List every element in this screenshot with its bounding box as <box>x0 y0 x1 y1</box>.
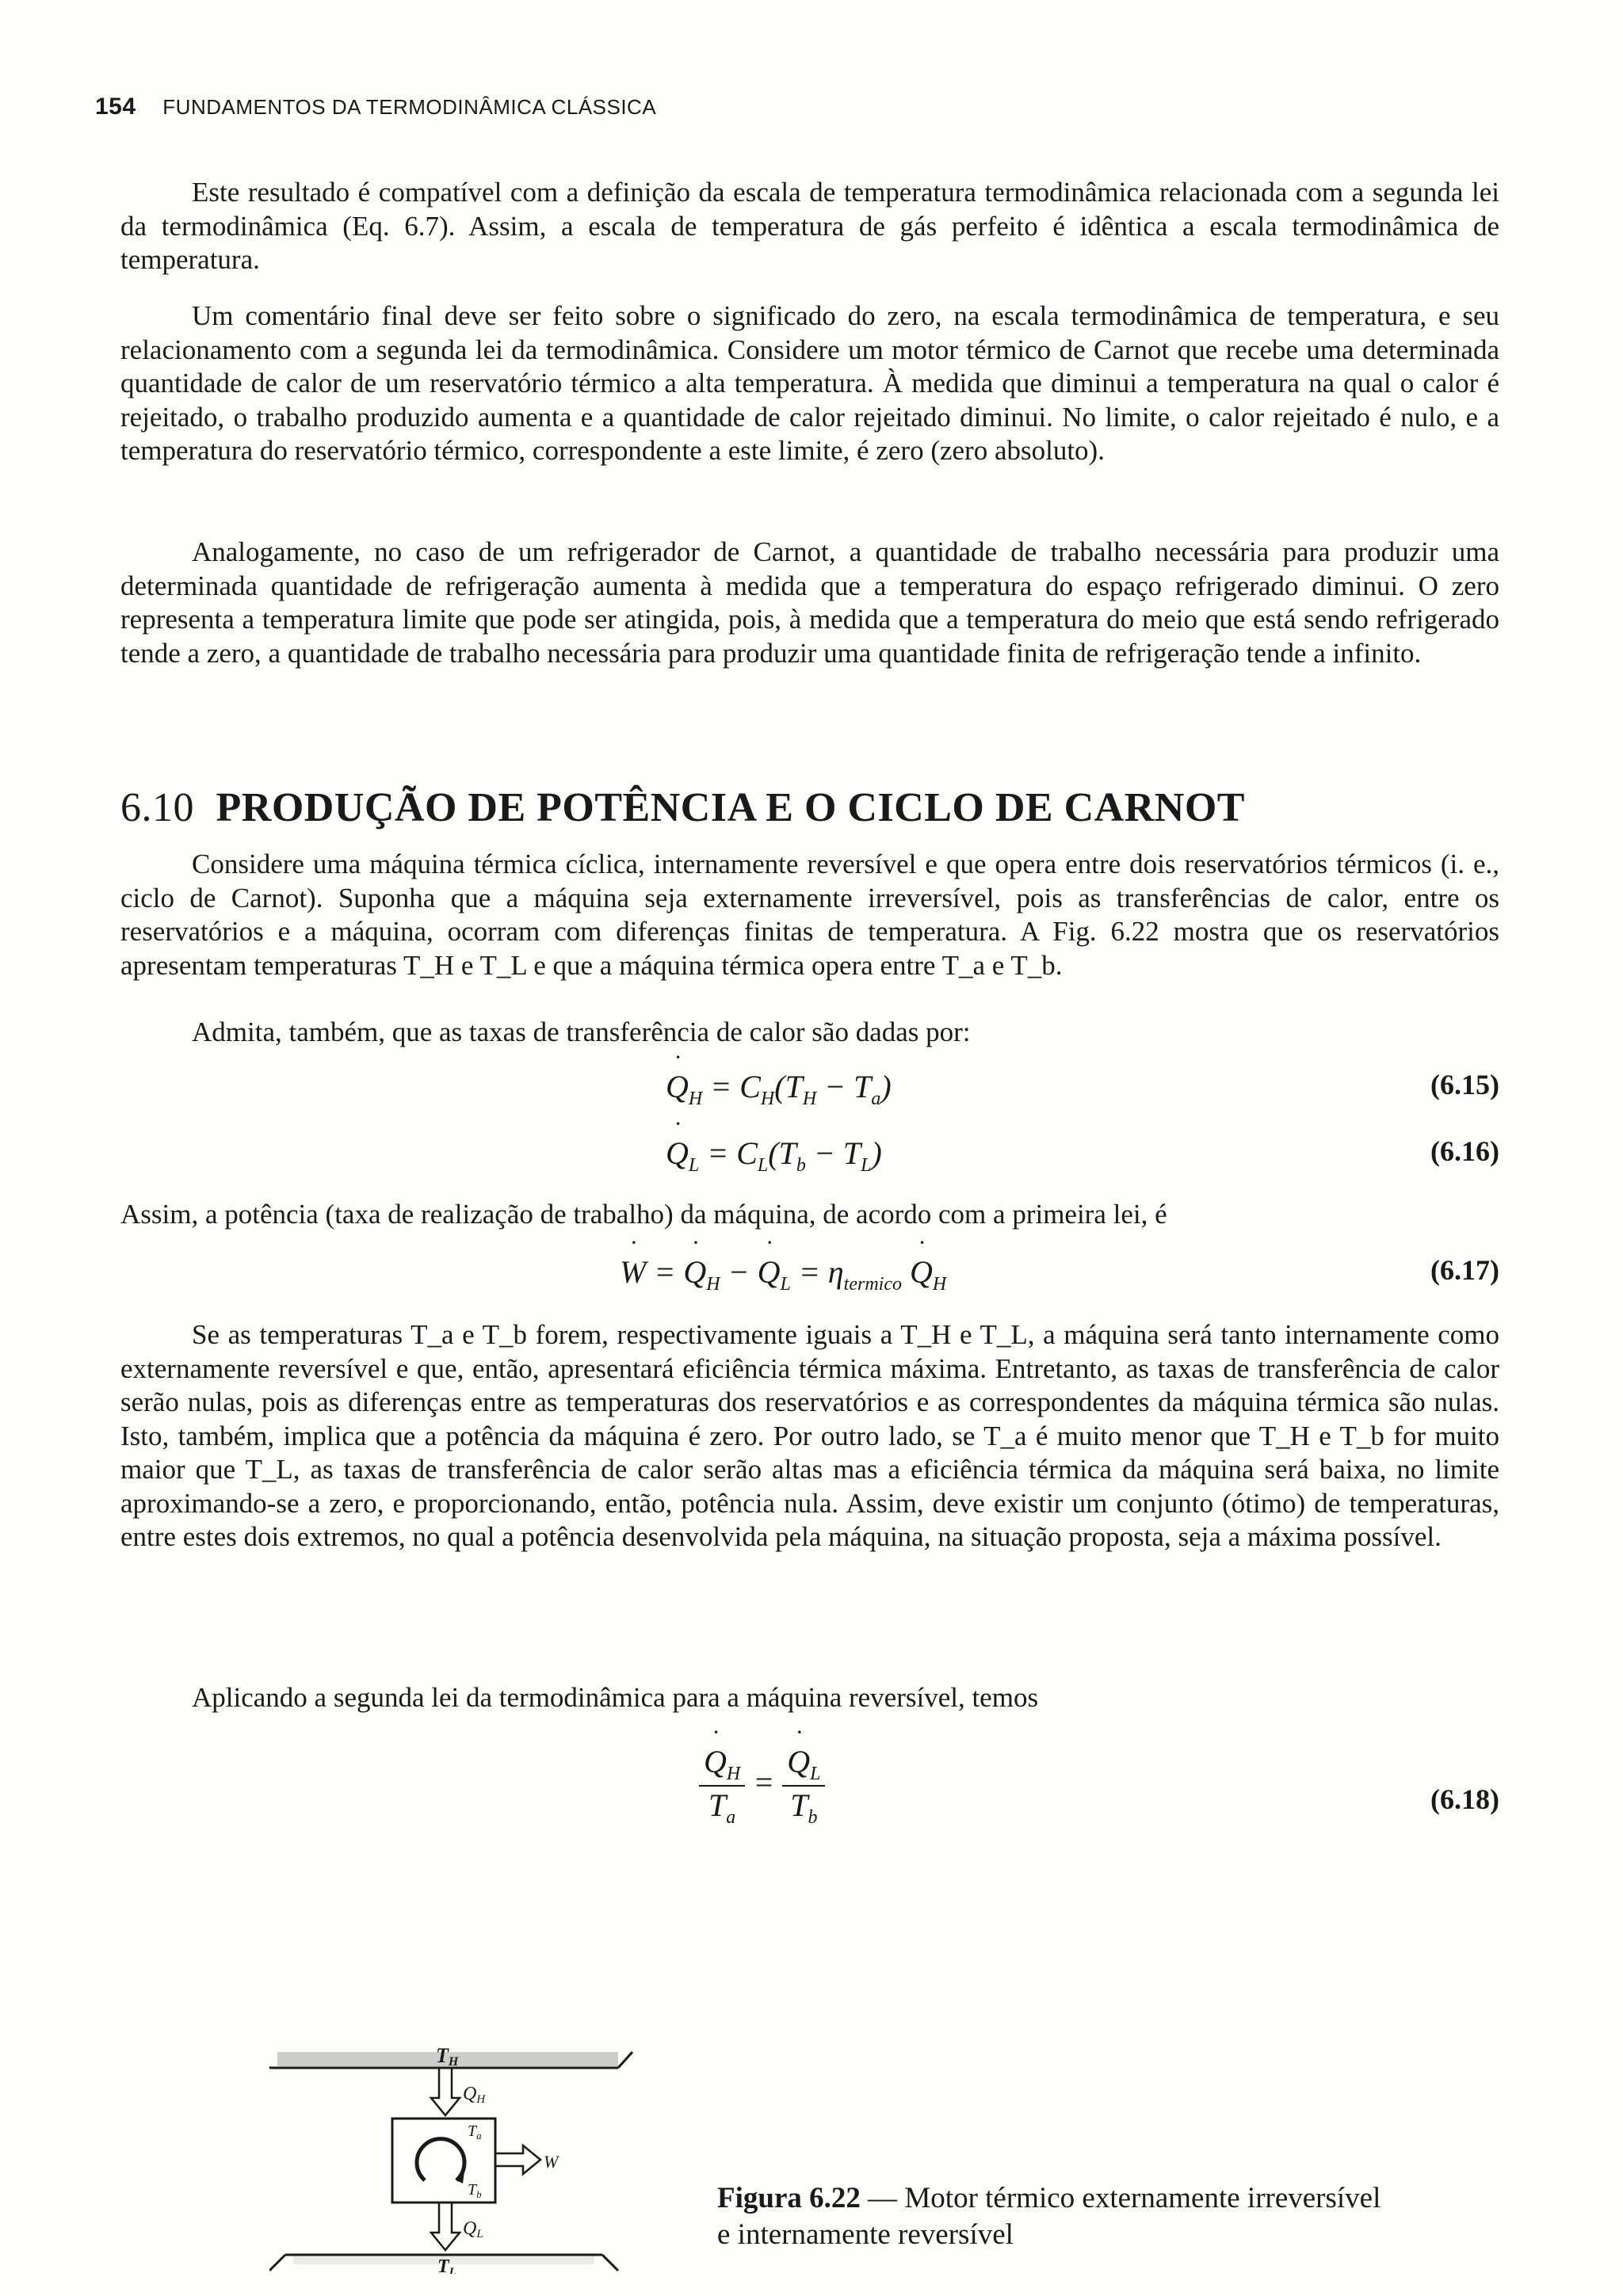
label-TL: TL <box>437 2256 456 2274</box>
running-title: FUNDAMENTOS DA TERMODINÂMICA CLÁSSICA <box>162 95 657 119</box>
paragraph-4: Considere uma máquina térmica cíclica, internamente reversível e que opera entre dois reservatórios térmicos (i. e., ciclo de Carnot). Suponha que a máquina seja externamente irreversível, pois as transferências de calor, entre os reservatórios e a máquina, ocorram com diferenças finitas de temperatura. A Fig. 6.22 mostra que os reservatórios apresentam temperaturas T_H e T_L e que a máquina térmica opera entre T_a e T_b. <box>120 849 1499 981</box>
paragraph-2-block <box>120 299 1499 468</box>
equation-6-18-body: ˙ $\frac{Q_H}{T_a}$ = ˙ $\frac{Q_L}{T_b}$ <box>699 1743 825 1829</box>
paragraph-8: Aplicando a segunda lei da termodinâmica para a máquina reversível, temos <box>192 1682 1039 1713</box>
figure-6-22-diagram <box>269 2036 713 2274</box>
label-QH: QH <box>463 2084 486 2106</box>
eta-subscript: termico <box>843 1274 902 1295</box>
engine-box <box>392 2119 495 2203</box>
paragraph-1: Este resultado é compatível com a definição da escala de temperatura termodinâmica relacionada com a segunda lei da termodinâmica (Eq. 6.7). Assim, a escala de temperatura de gás perfeito é idêntica a escala termodinâmica de temperatura. <box>120 177 1499 275</box>
equation-6-16 <box>120 1135 1499 1182</box>
equation-6-15 <box>120 1068 1499 1116</box>
paragraph-2: Um comentário final deve ser feito sobre o significado do zero, na escala termodinâmica de temperatura, e seu relacionamento com a segunda lei da termodinâmica. Considere um motor térmico de Carnot que recebe uma determinada quantidade de calor de um reservatório térmico a alta temperatura. À medida que diminui a temperatura na qual o calor é rejeitado, o trabalho produzido aumenta e a quantidade de calor rejeitado diminui. No limite, o calor rejeitado é nulo, e a temperatura do reservatório térmico, correspondente a este limite, é zero (zero absoluto). <box>120 300 1499 466</box>
paragraph-5: Admita, também, que as taxas de transferência de calor são dadas por: <box>192 1016 971 1047</box>
paragraph-6: Assim, a potência (taxa de realização de trabalho) da máquina, de acordo com a primeira lei, é <box>120 1199 1167 1230</box>
section-heading <box>120 784 1245 831</box>
hot-reservoir <box>269 2044 632 2069</box>
section-number: 6.10 <box>120 785 194 830</box>
equation-6-16-label: (6.16) <box>1430 1135 1499 1167</box>
section-title: PRODUÇÃO DE POTÊNCIA E O CICLO DE CARNOT <box>216 785 1245 830</box>
work-arrow <box>495 2145 559 2174</box>
heat-in-arrow <box>431 2068 486 2115</box>
running-head <box>95 93 656 120</box>
equation-6-17-body: ˙ W = ˙ $Q_H$ − ˙ $Q_L = \eta_{termico}$ ˙ $Q_H$ <box>620 1253 946 1295</box>
equation-6-18-label: (6.18) <box>1430 1783 1499 1815</box>
paragraph-6-block <box>120 1198 1499 1232</box>
label-Ta: $T_a$ <box>468 2122 482 2142</box>
figure-caption-text: — Motor térmico externamente irreversível e internamente reversível <box>717 2182 1381 2251</box>
equation-6-15-body: ˙ $Q_H = C_H(T_H - T_a)$ <box>666 1068 892 1110</box>
label-TH: TH <box>436 2044 459 2069</box>
equation-6-15-label: (6.15) <box>1430 1069 1499 1100</box>
label-W: W <box>544 2152 559 2172</box>
equation-6-17 <box>120 1253 1499 1301</box>
page-number: 154 <box>95 93 136 120</box>
figure-label: Figura 6.22 <box>717 2182 861 2214</box>
paragraph-5-block <box>120 1016 1499 1050</box>
label-Tb: $T_b$ <box>468 2181 482 2200</box>
figure-caption <box>717 2180 1399 2253</box>
paragraph-3-block <box>120 536 1499 670</box>
label-QL: QL <box>463 2218 483 2241</box>
equation-6-18 <box>120 1743 1499 1838</box>
paragraph-7: Se as temperaturas T_a e T_b forem, respectivamente iguais a T_H e T_L, a máquina será tanto internamente como externamente reversível e que, então, apresentará eficiência térmica máxima. Entretanto, as taxas de transferência de calor serão nulas, pois as diferenças entre as temperaturas dos reservatórios e as correspondentes da máquina térmica são nulas. Isto, também, implica que a potência da máquina é zero. Por outro lado, se T_a é muito menor que T_H e T_b for muito maior que T_L, as taxas de transferência de calor serão altas mas a eficiência térmica da máquina será baixa, no limite aproximando-se a zero, e proporcionando, então, potência nula. Assim, deve existir um conjunto (ótimo) de temperaturas, entre estes dois extremos, no qual a potência desenvolvida pela máquina, na situação proposta, seja a máxima possível. <box>120 1319 1499 1552</box>
cold-reservoir <box>269 2255 618 2274</box>
paragraph-7-block <box>120 1318 1499 1554</box>
paragraph-4-block <box>120 848 1499 982</box>
equation-6-16-body: ˙ $Q_L = C_L(T_b - T_L)$ <box>666 1135 882 1177</box>
equation-6-17-label: (6.17) <box>1430 1254 1499 1286</box>
paragraph-3: Analogamente, no caso de um refrigerador de Carnot, a quantidade de trabalho necessária para produzir uma determinada quantidade de refrigeração aumenta à medida que a temperatura do espaço refrigerado diminui. O zero representa a temperatura limite que pode ser atingida, pois, à medida que a temperatura do meio que está sendo refrigerado tende a zero, a quantidade de trabalho necessária para produzir uma quantidade finita de refrigeração tende a infinito. <box>120 536 1499 669</box>
heat-out-arrow <box>431 2203 483 2250</box>
paragraph-8-block <box>120 1681 1499 1715</box>
paragraph-1-block <box>120 176 1499 277</box>
